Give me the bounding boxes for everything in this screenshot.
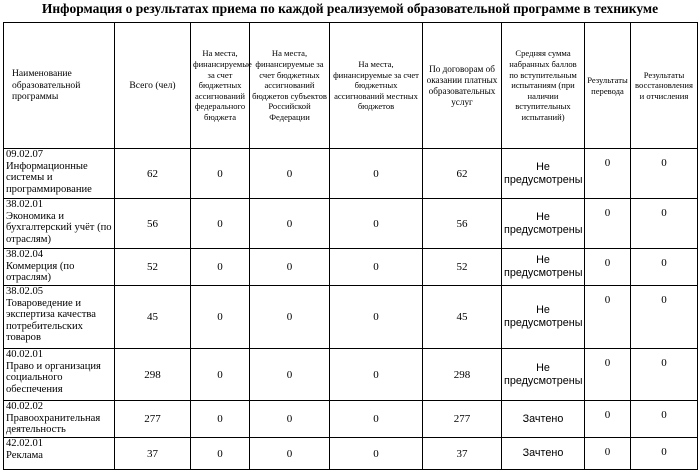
federal-cell: 0 [191,249,250,286]
restore-cell: 0 [631,149,698,199]
paid-cell: 277 [423,401,502,438]
transfer-cell: 0 [585,438,631,470]
score-cell: Не предусмотрены [502,149,585,199]
header-local-budget: На места, финансируемые за счет бюджетных ассигнований местных бюджетов [330,23,423,149]
header-row [4,23,698,149]
table-row [4,249,698,286]
regional-cell: 0 [250,199,330,249]
transfer-cell: 0 [585,349,631,401]
local-cell: 0 [330,349,423,401]
header-federal-budget: На места, финансируемые за счет бюджетных ассигнований федерального бюджета [191,23,250,149]
program-cell [4,349,115,401]
header-restore-results: Результаты восстановления и отчисления [631,23,698,149]
federal-cell: 0 [191,286,250,349]
local-cell: 0 [330,401,423,438]
local-cell: 0 [330,249,423,286]
program-name: Экономика и бухгалтерский учёт (по отраслям) [6,210,112,245]
restore-cell: 0 [631,249,698,286]
header-total: Всего (чел) [115,23,191,149]
paid-cell: 62 [423,149,502,199]
score-cell: Зачтено [502,438,585,470]
program-cell [4,249,115,286]
program-cell [4,199,115,249]
transfer-cell: 0 [585,401,631,438]
score-cell: Зачтено [502,401,585,438]
restore-cell: 0 [631,438,698,470]
program-name: Правоохранительная деятельность [6,412,101,436]
program-cell [4,149,115,199]
local-cell: 0 [330,199,423,249]
table-row [4,349,698,401]
program-code: 38.02.04 [6,249,44,260]
header-regional-budget: На места, финансируемые за счет бюджетных ассигнований бюджетов субъектов Российской Федерации [250,23,330,149]
program-cell [4,401,115,438]
restore-cell: 0 [631,286,698,349]
header-paid-contracts: По договорам об оказании платных образовательных услуг [423,23,502,149]
regional-cell: 0 [250,149,330,199]
transfer-cell: 0 [585,199,631,249]
local-cell: 0 [330,286,423,349]
program-code: 38.02.05 [6,286,44,297]
program-code: 38.02.01 [6,199,44,210]
total-cell: 56 [115,199,191,249]
table-row [4,286,698,349]
federal-cell: 0 [191,401,250,438]
program-cell [4,286,115,349]
paid-cell: 37 [423,438,502,470]
program-name: Коммерция (по отраслям) [6,260,75,284]
score-cell: Не предусмотрены [502,199,585,249]
restore-cell: 0 [631,401,698,438]
score-cell: Не предусмотрены [502,286,585,349]
federal-cell: 0 [191,149,250,199]
program-name: Право и организация социального обеспечения [6,360,101,395]
program-code: 42.02.01 [6,438,44,449]
admission-results-table [3,22,698,470]
transfer-cell: 0 [585,286,631,349]
program-name: Информационные системы и программирование [6,160,92,195]
local-cell: 0 [330,438,423,470]
program-cell [4,438,115,470]
federal-cell: 0 [191,438,250,470]
table-row [4,401,698,438]
table-row [4,199,698,249]
federal-cell: 0 [191,349,250,401]
transfer-cell: 0 [585,149,631,199]
header-transfer-results: Результаты перевода [585,23,631,149]
restore-cell: 0 [631,349,698,401]
regional-cell: 0 [250,401,330,438]
total-cell: 52 [115,249,191,286]
header-program-name: Наименование образовательной программы [4,23,115,149]
total-cell: 62 [115,149,191,199]
regional-cell: 0 [250,438,330,470]
transfer-cell: 0 [585,249,631,286]
federal-cell: 0 [191,199,250,249]
total-cell: 298 [115,349,191,401]
regional-cell: 0 [250,349,330,401]
program-code: 40.02.01 [6,349,44,360]
total-cell: 37 [115,438,191,470]
paid-cell: 56 [423,199,502,249]
score-cell: Не предусмотрены [502,349,585,401]
program-code: 09.02.07 [6,149,44,160]
total-cell: 45 [115,286,191,349]
page-title: Информация о результатах приема по каждой реализуемой образовательной программе в техникуме [41,1,659,16]
program-code: 40.02.02 [6,401,44,412]
regional-cell: 0 [250,249,330,286]
table-row [4,149,698,199]
regional-cell: 0 [250,286,330,349]
header-average-score: Средняя сумма набранных баллов по вступительным испытаниям (при наличии вступительных испытаний) [502,23,585,149]
total-cell: 277 [115,401,191,438]
paid-cell: 298 [423,349,502,401]
restore-cell: 0 [631,199,698,249]
local-cell: 0 [330,149,423,199]
paid-cell: 45 [423,286,502,349]
score-cell: Не предусмотрены [502,249,585,286]
program-name: Реклама [6,449,43,461]
table-row [4,438,698,470]
paid-cell: 52 [423,249,502,286]
program-name: Товароведение и экспертиза качества потребительских товаров [6,297,96,344]
